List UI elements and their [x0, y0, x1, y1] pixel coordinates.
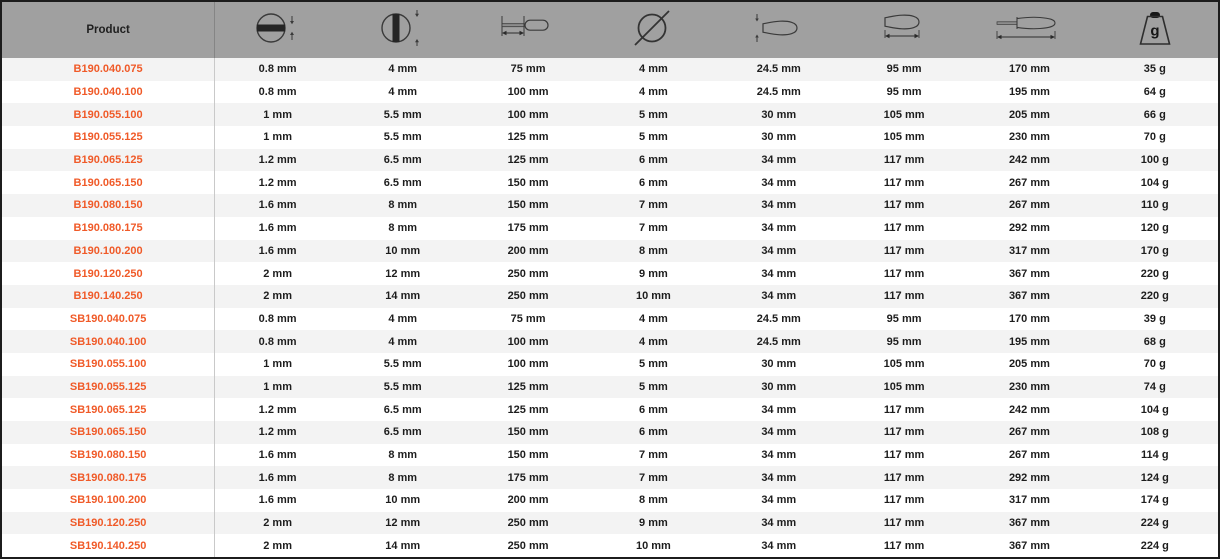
spec-value: 267 mm — [1008, 426, 1050, 439]
spec-value: 75 mm — [510, 312, 546, 325]
spec-value: 224 g — [1140, 539, 1169, 552]
spec-value: 292 mm — [1008, 471, 1050, 484]
spec-value: 70 g — [1143, 358, 1166, 371]
spec-value: 5.5 mm — [383, 380, 422, 393]
spec-value: 5 mm — [639, 380, 668, 393]
table-row — [2, 58, 1218, 81]
table-row — [2, 126, 1218, 149]
spec-value: 105 mm — [883, 131, 925, 144]
spec-value: 8 mm — [388, 471, 418, 484]
spec-value: 6 mm — [639, 403, 668, 416]
spec-value: 4 mm — [639, 63, 668, 76]
spec-value: 1.6 mm — [258, 244, 297, 257]
product-code-link[interactable]: SB190.065.125 — [2, 398, 215, 421]
spec-value: 170 mm — [1008, 63, 1050, 76]
column-header-weight — [1092, 2, 1217, 58]
spec-value: 34 mm — [761, 449, 797, 462]
table-row — [2, 512, 1218, 535]
spec-value: 100 g — [1140, 154, 1169, 167]
table-row — [2, 240, 1218, 263]
spec-value: 1.2 mm — [258, 403, 297, 416]
spec-value: 9 mm — [639, 267, 668, 280]
table-header — [2, 2, 1218, 58]
spec-value: 7 mm — [639, 449, 668, 462]
spec-value: 0.8 mm — [258, 63, 297, 76]
spec-value: 8 mm — [388, 199, 418, 212]
product-code-link[interactable]: SB190.065.150 — [2, 421, 215, 444]
spec-value: 1.6 mm — [258, 494, 297, 507]
spec-value: 367 mm — [1008, 267, 1050, 280]
spec-value: 14 mm — [385, 290, 421, 303]
spec-value: 10 mm — [635, 539, 671, 552]
spec-value: 6.5 mm — [383, 403, 422, 416]
spec-value: 117 mm — [883, 539, 925, 552]
spec-value: 6 mm — [639, 426, 668, 439]
product-code-link[interactable]: SB190.080.175 — [2, 466, 215, 489]
spec-value: 68 g — [1143, 335, 1166, 348]
spec-value: 100 mm — [507, 108, 549, 121]
spec-value: 125 mm — [507, 403, 549, 416]
spec-value: 24.5 mm — [756, 312, 801, 325]
blade-thickness-icon — [252, 8, 304, 48]
table-row — [2, 171, 1218, 194]
spec-value: 35 g — [1143, 63, 1166, 76]
spec-value: 175 mm — [507, 222, 549, 235]
spec-value: 9 mm — [639, 517, 668, 530]
spec-value: 124 g — [1140, 471, 1169, 484]
spec-value: 34 mm — [761, 403, 797, 416]
spec-value: 292 mm — [1008, 222, 1050, 235]
product-code-link[interactable]: B190.065.125 — [2, 149, 215, 172]
spec-value: 5.5 mm — [383, 358, 422, 371]
product-code-link[interactable]: SB190.120.250 — [2, 512, 215, 535]
spec-value: 1.2 mm — [258, 176, 297, 189]
spec-value: 105 mm — [883, 380, 925, 393]
spec-value: 4 mm — [388, 86, 418, 99]
spec-value: 8 mm — [639, 494, 668, 507]
spec-value: 105 mm — [883, 358, 925, 371]
spec-value: 250 mm — [507, 517, 549, 530]
spec-value: 104 g — [1140, 403, 1169, 416]
product-code-link[interactable]: SB190.040.075 — [2, 308, 215, 331]
spec-value: 30 mm — [761, 131, 797, 144]
spec-value: 195 mm — [1008, 86, 1050, 99]
spec-value: 34 mm — [761, 426, 797, 439]
column-header-blade-length — [465, 2, 590, 58]
spec-value: 66 g — [1143, 108, 1166, 121]
spec-value: 117 mm — [883, 267, 925, 280]
spec-value: 30 mm — [761, 108, 797, 121]
spec-value: 150 mm — [507, 199, 549, 212]
spec-value: 117 mm — [883, 471, 925, 484]
spec-value: 1 mm — [263, 380, 292, 393]
spec-value: 367 mm — [1008, 539, 1050, 552]
table-row — [2, 194, 1218, 217]
total-length-icon — [991, 8, 1067, 48]
spec-value: 34 mm — [761, 517, 797, 530]
spec-value: 5 mm — [639, 131, 668, 144]
spec-value: 5 mm — [639, 108, 668, 121]
spec-value: 100 mm — [507, 86, 549, 99]
spec-value: 1.6 mm — [258, 449, 297, 462]
spec-value: 4 mm — [639, 86, 668, 99]
spec-value: 70 g — [1143, 131, 1166, 144]
spec-value: 0.8 mm — [258, 86, 297, 99]
table-row — [2, 353, 1218, 376]
spec-value: 220 g — [1140, 267, 1169, 280]
spec-value: 100 mm — [507, 358, 549, 371]
spec-value: 4 mm — [639, 312, 668, 325]
spec-value: 200 mm — [507, 494, 549, 507]
handle-diameter-icon — [747, 8, 811, 48]
spec-value: 105 mm — [883, 108, 925, 121]
table-row — [2, 466, 1218, 489]
spec-value: 2 mm — [263, 517, 292, 530]
product-code-link[interactable]: B190.065.150 — [2, 171, 215, 194]
blade-diameter-icon — [629, 6, 677, 50]
spec-value: 5.5 mm — [383, 131, 422, 144]
spec-value: 174 g — [1140, 494, 1169, 507]
spec-value: 200 mm — [507, 244, 549, 257]
table-row — [2, 534, 1218, 557]
spec-value: 125 mm — [507, 154, 549, 167]
weight-icon-label: g — [1150, 22, 1160, 39]
table-row — [2, 376, 1218, 399]
spec-value: 7 mm — [639, 199, 668, 212]
spec-value: 95 mm — [886, 312, 922, 325]
table-row — [2, 81, 1218, 104]
spec-value: 8 mm — [388, 222, 418, 235]
spec-value: 34 mm — [761, 222, 797, 235]
spec-value: 367 mm — [1008, 290, 1050, 303]
spec-value: 8 mm — [388, 449, 418, 462]
spec-value: 205 mm — [1008, 358, 1050, 371]
spec-value: 34 mm — [761, 244, 797, 257]
product-code-link[interactable]: B190.080.175 — [2, 217, 215, 240]
table-row — [2, 285, 1218, 308]
spec-value: 12 mm — [385, 267, 421, 280]
spec-value: 242 mm — [1008, 403, 1050, 416]
spec-value: 114 g — [1141, 449, 1169, 462]
spec-value: 1.2 mm — [258, 154, 297, 167]
spec-value: 117 mm — [883, 494, 925, 507]
spec-value: 108 g — [1140, 426, 1169, 439]
handle-length-icon — [872, 8, 936, 48]
spec-value: 150 mm — [507, 449, 549, 462]
spec-value: 110 g — [1141, 199, 1169, 212]
table-row — [2, 217, 1218, 240]
spec-value: 117 mm — [883, 154, 925, 167]
header-row — [2, 2, 1218, 58]
table-row — [2, 398, 1218, 421]
spec-value: 250 mm — [507, 267, 549, 280]
product-code-link[interactable]: B190.055.125 — [2, 126, 215, 149]
spec-value: 6.5 mm — [383, 176, 422, 189]
spec-value: 230 mm — [1008, 131, 1050, 144]
table-row — [2, 444, 1218, 467]
spec-value: 10 mm — [635, 290, 671, 303]
spec-value: 117 mm — [883, 426, 925, 439]
spec-value: 5 mm — [639, 358, 668, 371]
product-code-link[interactable]: B190.120.250 — [2, 262, 215, 285]
spec-value: 95 mm — [886, 63, 922, 76]
spec-value: 34 mm — [761, 176, 797, 189]
spec-value: 4 mm — [388, 335, 418, 348]
product-code-link[interactable]: B190.100.200 — [2, 240, 215, 263]
spec-value: 117 mm — [883, 403, 925, 416]
spec-value: 7 mm — [639, 471, 668, 484]
spec-value: 117 mm — [883, 199, 925, 212]
spec-value: 34 mm — [761, 290, 797, 303]
spec-value: 34 mm — [761, 154, 797, 167]
spec-value: 0.8 mm — [258, 335, 297, 348]
table-row — [2, 149, 1218, 172]
column-header-handle-length — [841, 2, 966, 58]
spec-table-body — [2, 58, 1218, 557]
spec-value: 317 mm — [1008, 494, 1050, 507]
spec-value: 1.6 mm — [258, 199, 297, 212]
spec-value: 8 mm — [639, 244, 668, 257]
spec-value: 117 mm — [883, 449, 925, 462]
spec-value: 250 mm — [507, 290, 549, 303]
spec-value: 2 mm — [263, 290, 292, 303]
spec-value: 170 g — [1140, 244, 1169, 257]
spec-value: 74 g — [1143, 380, 1166, 393]
column-header-blade-diameter — [591, 2, 716, 58]
spec-value: 24.5 mm — [756, 86, 801, 99]
product-code-link[interactable]: SB190.040.100 — [2, 330, 215, 353]
spec-value: 267 mm — [1008, 199, 1050, 212]
spec-value: 34 mm — [761, 471, 797, 484]
spec-value: 117 mm — [883, 176, 925, 189]
spec-value: 0.8 mm — [258, 312, 297, 325]
spec-value: 100 mm — [507, 335, 549, 348]
spec-value: 14 mm — [385, 539, 421, 552]
spec-value: 95 mm — [886, 335, 922, 348]
spec-value: 6.5 mm — [383, 154, 422, 167]
spec-value: 24.5 mm — [756, 63, 801, 76]
blade-width-icon — [377, 8, 429, 48]
spec-value: 125 mm — [507, 380, 549, 393]
spec-value: 39 g — [1143, 312, 1166, 325]
spec-value: 34 mm — [761, 539, 797, 552]
product-code-link[interactable]: SB190.055.100 — [2, 353, 215, 376]
spec-value: 10 mm — [385, 494, 421, 507]
spec-value: 34 mm — [761, 267, 797, 280]
spec-value: 1.6 mm — [258, 222, 297, 235]
product-code-link[interactable]: B190.040.100 — [2, 81, 215, 104]
spec-value: 75 mm — [510, 63, 546, 76]
spec-value: 4 mm — [639, 335, 668, 348]
table-row — [2, 421, 1218, 444]
spec-value: 104 g — [1140, 176, 1169, 189]
table-row — [2, 308, 1218, 331]
spec-value: 6.5 mm — [383, 426, 422, 439]
spec-value: 6 mm — [639, 154, 668, 167]
table-row — [2, 330, 1218, 353]
spec-value: 1 mm — [263, 131, 292, 144]
blade-length-icon — [496, 8, 560, 48]
column-header-blade-thickness — [215, 2, 340, 58]
spec-value: 10 mm — [385, 244, 421, 257]
spec-value: 4 mm — [388, 63, 418, 76]
spec-value: 195 mm — [1008, 335, 1050, 348]
spec-value: 205 mm — [1008, 108, 1050, 121]
spec-value: 34 mm — [761, 199, 797, 212]
spec-value: 267 mm — [1008, 176, 1050, 189]
column-header-blade-width — [340, 2, 465, 58]
spec-value: 5.5 mm — [383, 108, 422, 121]
column-header-handle-diameter — [716, 2, 841, 58]
product-code-link[interactable]: SB190.080.150 — [2, 444, 215, 467]
product-code-link[interactable]: B190.080.150 — [2, 194, 215, 217]
product-column-header: Product — [2, 2, 215, 58]
spec-value: 367 mm — [1008, 517, 1050, 530]
spec-value: 7 mm — [639, 222, 668, 235]
spec-value: 12 mm — [385, 517, 421, 530]
spec-value: 1 mm — [263, 108, 292, 121]
product-code-link[interactable]: SB190.140.250 — [2, 534, 215, 557]
product-code-link[interactable]: SB190.055.125 — [2, 376, 215, 399]
spec-value: 1 mm — [263, 358, 292, 371]
spec-value: 224 g — [1140, 517, 1169, 530]
spec-value: 150 mm — [507, 176, 549, 189]
spec-value: 242 mm — [1008, 154, 1050, 167]
product-code-link[interactable]: B190.055.100 — [2, 103, 215, 126]
spec-value: 1.6 mm — [258, 471, 297, 484]
spec-value: 117 mm — [883, 290, 925, 303]
spec-value: 30 mm — [761, 380, 797, 393]
spec-value: 170 mm — [1008, 312, 1050, 325]
column-header-total-length — [967, 2, 1092, 58]
spec-value: 150 mm — [507, 426, 549, 439]
spec-value: 34 mm — [761, 494, 797, 507]
spec-value: 24.5 mm — [756, 335, 801, 348]
table-row — [2, 489, 1218, 512]
spec-value: 117 mm — [883, 517, 925, 530]
product-code-link[interactable]: B190.140.250 — [2, 285, 215, 308]
weight-icon — [1133, 6, 1177, 50]
spec-value: 1.2 mm — [258, 426, 297, 439]
spec-value: 2 mm — [263, 267, 292, 280]
product-code-link[interactable]: SB190.100.200 — [2, 489, 215, 512]
spec-value: 120 g — [1140, 222, 1169, 235]
spec-value: 117 mm — [883, 222, 925, 235]
spec-value: 2 mm — [263, 539, 292, 552]
spec-value: 30 mm — [761, 358, 797, 371]
spec-value: 250 mm — [507, 539, 549, 552]
spec-table — [2, 2, 1218, 557]
product-code-link[interactable]: B190.040.075 — [2, 58, 215, 81]
spec-value: 95 mm — [886, 86, 922, 99]
table-row — [2, 262, 1218, 285]
spec-value: 317 mm — [1008, 244, 1050, 257]
spec-value: 220 g — [1140, 290, 1169, 303]
spec-value: 117 mm — [883, 244, 925, 257]
spec-value: 125 mm — [507, 131, 549, 144]
spec-value: 6 mm — [639, 176, 668, 189]
spec-value: 267 mm — [1008, 449, 1050, 462]
spec-value: 4 mm — [388, 312, 418, 325]
spec-value: 230 mm — [1008, 380, 1050, 393]
spec-value: 175 mm — [507, 471, 549, 484]
table-row — [2, 103, 1218, 126]
spec-value: 64 g — [1143, 86, 1166, 99]
